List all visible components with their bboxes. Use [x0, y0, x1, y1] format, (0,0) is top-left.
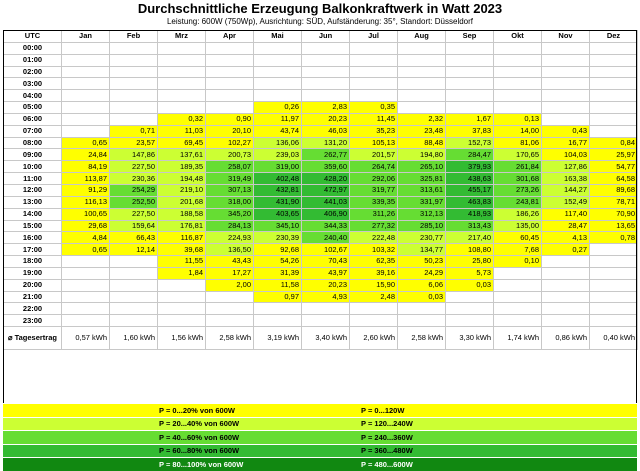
power-cell: 66,43 [110, 232, 158, 244]
power-cell: 91,29 [62, 184, 110, 196]
hour-label: 01:00 [4, 54, 62, 66]
page-title: Durchschnittliche Erzeugung Balkonkraftwerk in Watt 2023 [137, 1, 503, 16]
power-cell: 227,50 [110, 161, 158, 173]
power-cell: 69,45 [158, 137, 206, 149]
power-cell: 131,20 [302, 137, 350, 149]
hour-label: 16:00 [4, 232, 62, 244]
power-cell: 6,06 [398, 279, 446, 291]
hour-label: 15:00 [4, 220, 62, 232]
power-cell: 89,68 [590, 184, 638, 196]
power-cell: 0,03 [398, 291, 446, 303]
power-cell: 31,39 [254, 267, 302, 279]
power-cell: 0,13 [494, 113, 542, 125]
power-cell: 116,13 [62, 196, 110, 208]
power-cell: 116,87 [158, 232, 206, 244]
power-cell: 0,27 [542, 244, 590, 256]
power-cell: 441,03 [302, 196, 350, 208]
power-cell: 230,36 [110, 173, 158, 185]
month-header: Feb [110, 31, 158, 43]
power-cell: 418,93 [446, 208, 494, 220]
power-cell: 176,81 [158, 220, 206, 232]
power-cell: 438,63 [446, 173, 494, 185]
power-cell: 137,61 [158, 149, 206, 161]
power-cell: 102,67 [302, 244, 350, 256]
power-cell: 11,55 [158, 256, 206, 268]
power-cell: 64,58 [590, 173, 638, 185]
power-cell: 43,97 [302, 267, 350, 279]
power-cell: 0,97 [254, 291, 302, 303]
power-cell: 70,43 [302, 256, 350, 268]
power-cell: 23,57 [110, 137, 158, 149]
power-cell: 227,50 [110, 208, 158, 220]
power-cell: 35,23 [350, 125, 398, 137]
month-header: Nov [542, 31, 590, 43]
power-cell: 144,27 [542, 184, 590, 196]
power-cell: 194,48 [158, 173, 206, 185]
power-cell: 403,65 [254, 208, 302, 220]
power-cell: 0,90 [206, 113, 254, 125]
power-cell: 201,57 [350, 149, 398, 161]
power-cell: 20,23 [302, 113, 350, 125]
power-cell: 17,27 [206, 267, 254, 279]
power-cell: 100,65 [62, 208, 110, 220]
power-cell: 240,40 [302, 232, 350, 244]
legend-watts: P = 240...360W [353, 431, 637, 445]
power-cell: 262,77 [302, 149, 350, 161]
power-cell: 113,87 [62, 173, 110, 185]
power-cell: 261,84 [494, 161, 542, 173]
power-cell: 70,90 [590, 208, 638, 220]
power-cell: 265,10 [398, 161, 446, 173]
daily-yield-cell: 2,58 kWh [398, 327, 446, 350]
daily-yield-cell: 3,30 kWh [446, 327, 494, 350]
power-cell: 60,45 [494, 232, 542, 244]
hour-label: 07:00 [4, 125, 62, 137]
power-cell: 230,77 [398, 232, 446, 244]
power-cell: 11,45 [350, 113, 398, 125]
power-cell: 1,67 [446, 113, 494, 125]
power-cell: 243,81 [494, 196, 542, 208]
legend-row [3, 431, 637, 445]
power-cell: 0,43 [542, 125, 590, 137]
power-cell: 28,47 [542, 220, 590, 232]
power-cell: 24,29 [398, 267, 446, 279]
power-cell: 0,65 [62, 137, 110, 149]
power-cell: 24,84 [62, 149, 110, 161]
power-cell: 39,68 [158, 244, 206, 256]
power-cell: 88,48 [398, 137, 446, 149]
power-cell: 258,07 [206, 161, 254, 173]
power-cell: 264,74 [350, 161, 398, 173]
power-cell: 14,00 [494, 125, 542, 137]
legend-percent: P = 0...20% von 600W [151, 404, 353, 418]
daily-yield-cell: 0,57 kWh [62, 327, 110, 350]
power-cell: 472,97 [302, 184, 350, 196]
power-cell: 39,16 [350, 267, 398, 279]
daily-yield-cell: 1,60 kWh [110, 327, 158, 350]
power-cell: 152,49 [542, 196, 590, 208]
hour-label: 23:00 [4, 315, 62, 327]
hour-label: 12:00 [4, 184, 62, 196]
power-cell: 0,65 [62, 244, 110, 256]
power-cell: 359,60 [302, 161, 350, 173]
power-cell: 20,23 [302, 279, 350, 291]
hour-label: 14:00 [4, 208, 62, 220]
power-cell: 194,80 [398, 149, 446, 161]
power-cell: 37,83 [446, 125, 494, 137]
legend-percent: P = 20...40% von 600W [151, 417, 353, 431]
power-cell: 432,81 [254, 184, 302, 196]
power-cell: 54,26 [254, 256, 302, 268]
power-cell: 379,93 [446, 161, 494, 173]
power-cell: 0,71 [110, 125, 158, 137]
power-cell: 23,48 [398, 125, 446, 137]
power-cell: 2,00 [206, 279, 254, 291]
month-header: Okt [494, 31, 542, 43]
power-cell: 136,50 [206, 244, 254, 256]
power-cell: 0,84 [590, 137, 638, 149]
hour-label: 05:00 [4, 102, 62, 114]
power-cell: 5,73 [446, 267, 494, 279]
power-cell: 284,47 [446, 149, 494, 161]
month-header: Sep [446, 31, 494, 43]
power-cell: 284,13 [206, 220, 254, 232]
month-header: Aug [398, 31, 446, 43]
power-cell: 230,39 [254, 232, 302, 244]
hour-label: 06:00 [4, 113, 62, 125]
power-cell: 0,10 [494, 256, 542, 268]
power-cell: 463,83 [446, 196, 494, 208]
legend-watts: P = 480...600W [353, 458, 637, 471]
hour-label: 10:00 [4, 161, 62, 173]
hour-label: 00:00 [4, 42, 62, 54]
power-cell: 43,74 [254, 125, 302, 137]
power-cell: 11,97 [254, 113, 302, 125]
power-cell: 201,68 [158, 196, 206, 208]
power-cell: 285,10 [398, 220, 446, 232]
power-cell: 301,68 [494, 173, 542, 185]
daily-yield-cell: 2,58 kWh [206, 327, 254, 350]
color-legend [3, 403, 637, 471]
hour-label: 03:00 [4, 78, 62, 90]
daily-yield-cell: 2,60 kWh [350, 327, 398, 350]
power-cell: 102,27 [206, 137, 254, 149]
legend-percent: P = 40...60% von 600W [151, 431, 353, 445]
power-cell: 12,14 [110, 244, 158, 256]
power-cell: 84,19 [62, 161, 110, 173]
power-cell: 307,13 [206, 184, 254, 196]
hour-label: 09:00 [4, 149, 62, 161]
month-header: Jul [350, 31, 398, 43]
power-cell: 20,10 [206, 125, 254, 137]
power-cell: 163,38 [542, 173, 590, 185]
power-cell: 313,61 [398, 184, 446, 196]
month-header: Mrz [158, 31, 206, 43]
legend-spacer [3, 431, 151, 445]
power-cell: 2,48 [350, 291, 398, 303]
legend-percent: P = 80...100% von 600W [151, 458, 353, 471]
power-cell: 292,06 [350, 173, 398, 185]
power-cell: 78,71 [590, 196, 638, 208]
hour-label: 20:00 [4, 279, 62, 291]
power-cell: 7,68 [494, 244, 542, 256]
power-cell: 239,03 [254, 149, 302, 161]
power-cell: 4,93 [302, 291, 350, 303]
daily-yield-label: ⌀ Tagesertrag [4, 327, 62, 350]
power-cell: 402,48 [254, 173, 302, 185]
month-header: Dez [590, 31, 638, 43]
power-cell: 319,77 [350, 184, 398, 196]
hour-label: 17:00 [4, 244, 62, 256]
power-cell: 406,90 [302, 208, 350, 220]
power-cell: 0,78 [590, 232, 638, 244]
legend-percent: P = 60...80% von 600W [151, 444, 353, 458]
power-cell: 312,13 [398, 208, 446, 220]
legend-spacer [3, 444, 151, 458]
daily-yield-cell: 1,74 kWh [494, 327, 542, 350]
power-cell: 0,26 [254, 102, 302, 114]
power-cell: 43,43 [206, 256, 254, 268]
power-cell: 0,32 [158, 113, 206, 125]
power-cell: 0,35 [350, 102, 398, 114]
power-cell: 0,03 [446, 279, 494, 291]
power-cell: 15,90 [350, 279, 398, 291]
legend-watts: P = 120...240W [353, 417, 637, 431]
daily-yield-cell: 0,86 kWh [542, 327, 590, 350]
legend-spacer [3, 417, 151, 431]
power-cell: 159,64 [110, 220, 158, 232]
power-cell: 325,81 [398, 173, 446, 185]
daily-yield-cell: 3,19 kWh [254, 327, 302, 350]
power-cell: 152,73 [446, 137, 494, 149]
power-cell: 134,77 [398, 244, 446, 256]
power-cell: 135,00 [494, 220, 542, 232]
power-cell: 25,80 [446, 256, 494, 268]
hour-label: 19:00 [4, 267, 62, 279]
power-cell: 313,43 [446, 220, 494, 232]
hour-label: 21:00 [4, 291, 62, 303]
legend-watts: P = 360...480W [353, 444, 637, 458]
power-cell: 103,32 [350, 244, 398, 256]
table-frame [3, 30, 637, 466]
power-cell: 62,35 [350, 256, 398, 268]
power-cell: 81,06 [494, 137, 542, 149]
power-cell: 431,90 [254, 196, 302, 208]
power-cell: 105,13 [350, 137, 398, 149]
power-cell: 217,40 [446, 232, 494, 244]
power-cell: 127,86 [542, 161, 590, 173]
daily-yield-cell: 1,56 kWh [158, 327, 206, 350]
legend-row [3, 444, 637, 458]
power-cell: 46,03 [302, 125, 350, 137]
power-cell: 344,33 [302, 220, 350, 232]
power-cell: 54,77 [590, 161, 638, 173]
power-cell: 4,13 [542, 232, 590, 244]
power-cell: 224,93 [206, 232, 254, 244]
power-cell: 104,03 [542, 149, 590, 161]
power-cell: 455,17 [446, 184, 494, 196]
power-cell: 273,26 [494, 184, 542, 196]
daily-yield-cell: 3,40 kWh [302, 327, 350, 350]
power-cell: 200,73 [206, 149, 254, 161]
legend-row [3, 404, 637, 418]
power-cell: 13,65 [590, 220, 638, 232]
hour-label: 02:00 [4, 66, 62, 78]
corner-label: UTC [4, 31, 62, 43]
hour-label: 22:00 [4, 303, 62, 315]
power-cell: 254,29 [110, 184, 158, 196]
month-header: Apr [206, 31, 254, 43]
power-cell: 2,83 [302, 102, 350, 114]
power-cell: 29,68 [62, 220, 110, 232]
hour-label: 18:00 [4, 256, 62, 268]
power-cell: 186,26 [494, 208, 542, 220]
power-cell: 345,10 [254, 220, 302, 232]
power-cell: 188,58 [158, 208, 206, 220]
power-cell: 117,40 [542, 208, 590, 220]
power-cell: 108,80 [446, 244, 494, 256]
power-cell: 50,23 [398, 256, 446, 268]
power-cell: 339,35 [350, 196, 398, 208]
power-cell: 252,50 [110, 196, 158, 208]
power-cell: 92,68 [254, 244, 302, 256]
power-cell: 170,65 [494, 149, 542, 161]
legend-spacer [3, 404, 151, 418]
power-cell: 147,86 [110, 149, 158, 161]
page-subtitle: Leistung: 600W (750Wp), Ausrichtung: SÜD, Aufständerung: 35°, Standort: Düsseldorf [166, 17, 474, 26]
power-cell: 219,10 [158, 184, 206, 196]
daily-yield-cell: 0,40 kWh [590, 327, 638, 350]
power-cell: 222,48 [350, 232, 398, 244]
power-cell: 25,97 [590, 149, 638, 161]
month-header: Mai [254, 31, 302, 43]
power-cell: 428,20 [302, 173, 350, 185]
power-cell: 189,35 [158, 161, 206, 173]
power-cell: 1,84 [158, 267, 206, 279]
power-cell: 11,58 [254, 279, 302, 291]
power-cell: 4,84 [62, 232, 110, 244]
power-cell: 11,03 [158, 125, 206, 137]
power-cell: 331,97 [398, 196, 446, 208]
power-cell: 2,32 [398, 113, 446, 125]
power-cell: 311,26 [350, 208, 398, 220]
hour-label: 04:00 [4, 90, 62, 102]
hour-label: 08:00 [4, 137, 62, 149]
power-cell: 345,20 [206, 208, 254, 220]
month-header: Jun [302, 31, 350, 43]
hour-label: 13:00 [4, 196, 62, 208]
power-cell: 277,32 [350, 220, 398, 232]
month-header: Jan [62, 31, 110, 43]
legend-row [3, 417, 637, 431]
power-cell: 16,77 [542, 137, 590, 149]
hour-label: 11:00 [4, 173, 62, 185]
legend-watts: P = 0...120W [353, 404, 637, 418]
power-cell: 319,49 [206, 173, 254, 185]
power-cell: 318,00 [206, 196, 254, 208]
power-cell: 319,00 [254, 161, 302, 173]
power-cell: 136,06 [254, 137, 302, 149]
